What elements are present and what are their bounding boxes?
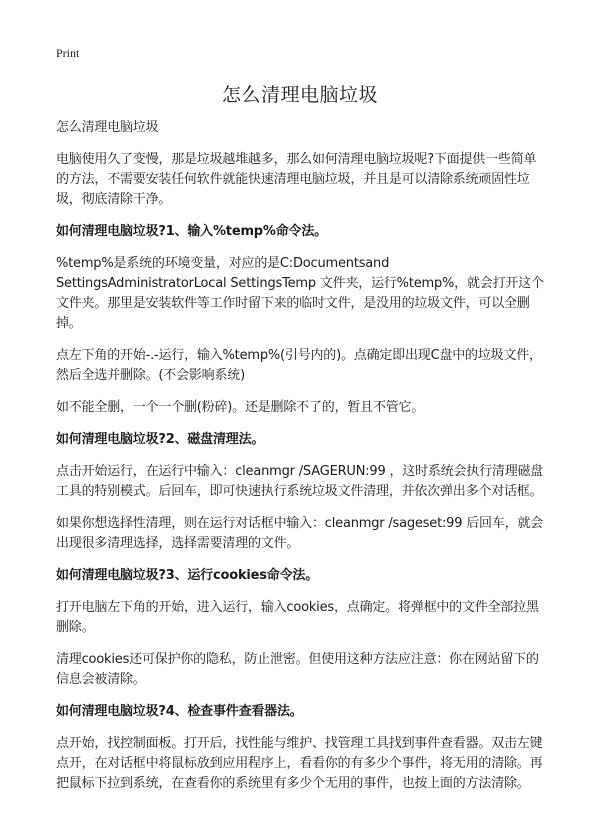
document-subtitle: 怎么清理电脑垃圾 bbox=[56, 120, 159, 135]
document-body bbox=[56, 118, 548, 806]
section-heading: 如何清理电脑垃圾?2、磁盘清理法。 bbox=[56, 432, 265, 447]
section-paragraph: 点左下角的开始-.-运行，输入%temp%(引号内的)。点确定即出现C盘中的垃圾文件，然后全选并删除。(不会影响系统) bbox=[56, 348, 542, 383]
section-paragraph: 点开始，找控制面板。打开后，找性能与维护、找管理工具找到事件查看器。双击左键点开，在对话框中将鼠标放到应用程序上，看看你的有多少个事件，将无用的清除。再把鼠标下拉到系统，在查看你的系统里有多少个无用的事件，也按上面的方法清除。 bbox=[56, 736, 543, 791]
section-2 bbox=[56, 430, 548, 554]
section-paragraph: 打开电脑左下角的开始，进入运行，输入cookies，点确定。将弹框中的文件全部拉黑删除。 bbox=[56, 600, 539, 635]
section-paragraph: 清理cookies还可保护你的隐私，防止泄密。但使用这种方法应注意：你在网站留下的信息会被清除。 bbox=[56, 652, 539, 687]
section-heading: 如何清理电脑垃圾?4、检查事件查看器法。 bbox=[56, 704, 303, 719]
section-paragraph: 点击开始运行，在运行中输入：cleanmgr /SAGERUN:99 ，这时系统会执行清理磁盘工具的特别模式。后回车，即可快速执行系统垃圾文件清理，并依次弹出多个对话框。 bbox=[56, 464, 544, 499]
section-paragraph: 如不能全删，一个一个删(粉碎)。还是删除不了的，暂且不管它。 bbox=[56, 400, 425, 415]
section-4 bbox=[56, 702, 548, 794]
section-paragraph: %temp%是系统的环境变量，对应的是C:Documentsand SettingsAdministratorLocal SettingsTemp 文件夹，运行%temp%，就会打开这个文件夹。那里是安装软件等工作时留下来的临时文件，是没用的垃圾文件，可以全删掉。 bbox=[56, 256, 544, 331]
section-heading: 如何清理电脑垃圾?1、输入%temp%命令法。 bbox=[56, 224, 327, 239]
section-1 bbox=[56, 222, 548, 418]
section-3 bbox=[56, 566, 548, 690]
section-heading: 如何清理电脑垃圾?3、运行cookies命令法。 bbox=[56, 568, 319, 583]
page-title: 怎么清理电脑垃圾 bbox=[221, 84, 378, 106]
print-label: Print bbox=[56, 46, 80, 60]
intro-paragraph: 电脑使用久了变慢，那是垃圾越堆越多，那么如何清理电脑垃圾呢?下面提供一些简单的方法，不需要安装任何软件就能快速清理电脑垃圾，并且是可以清除系统顽固性垃圾，彻底清除干净。 bbox=[56, 152, 537, 207]
section-paragraph: 如果你想选择性清理，则在运行对话框中输入：cleanmgr /sageset:99 后回车，就会出现很多清理选择，选择需要清理的文件。 bbox=[56, 516, 544, 551]
